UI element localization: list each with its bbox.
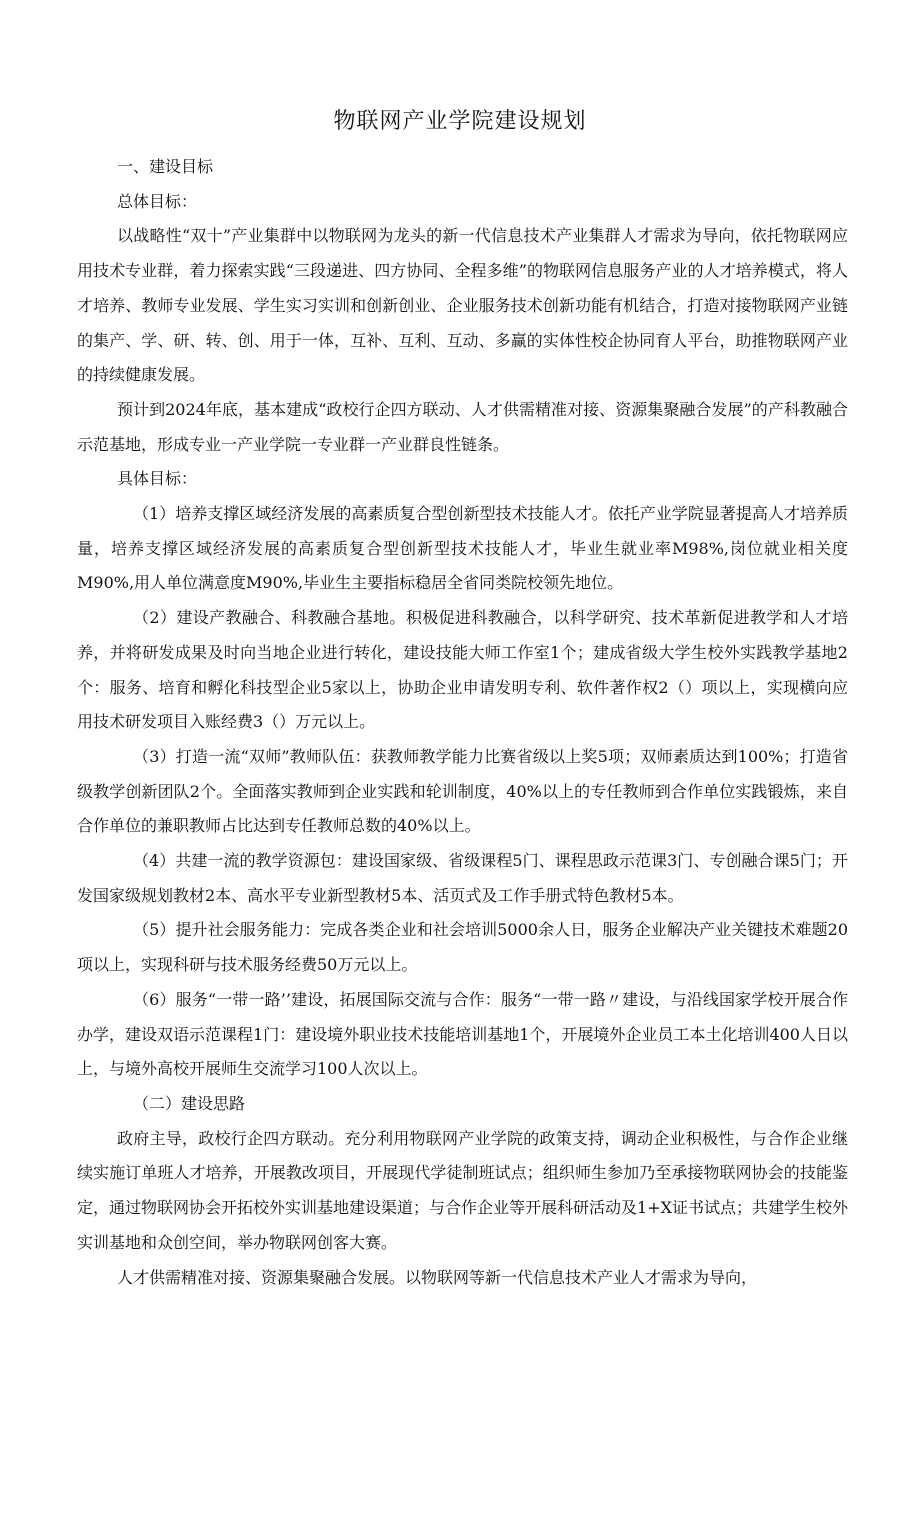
specific-goal-heading: 具体目标： [117,469,198,489]
document-body [77,150,848,1295]
specific-goal-5: （5）提升社会服务能力：完成各类企业和社会培训5000余人日，服务企业解决产业关键技术难题20项以上，实现科研与技术服务经费50万元以上。 [77,920,848,975]
specific-goal-4: （4）共建一流的教学资源包：建设国家级、省级课程5门、课程思政示范课3门、专创融合课5门；开发国家级规划教材2本、高水平专业新型教材5本、活页式及工作手册式特色教材5本。 [77,851,848,905]
section-heading-ideas: （二）建设思路 [133,1093,246,1113]
idea-paragraph-2: 人才供需精准对接、资源集聚融合发展。以物联网等新一代信息技术产业人才需求为导向， [117,1267,758,1287]
specific-goal-2: （2）建设产教融合、科教融合基地。积极促进科教融合，以科学研究、技术革新促进教学和人才培养，并将研发成果及时向当地企业进行转化，建设技能大师工作室1个；建成省级大学生校外实践教学基地2个：服务、培育和孵化科技型企业5家以上，协助企业申请发明专利、软件著作权2（）项以上，实现横向应用技术研发项目入账经费3（）万元以上。 [77,608,848,732]
overall-goal-heading: 总体目标： [117,191,198,211]
specific-goal-1: （1）培养支撑区域经济发展的高素质复合型创新型技术技能人才。依托产业学院显著提高人才培养质量，培养支撑区域经济发展的高素质复合型创新型技术技能人才，毕业生就业率M98%,岗位就业相关度M90%,用人单位满意度M90%,毕业生主要指标稳居全省同类院校领先地位。 [77,504,848,593]
idea-paragraph-1: 政府主导，政校行企四方联动。充分利用物联网产业学院的政策支持，调动企业积极性，与合作企业继续实施订单班人才培养，开展教改项目，开展现代学徒制班试点；组织师生参加乃至承接物联网协会的技能鉴定，通过物联网协会开拓校外实训基地建设渠道；与合作企业等开展科研活动及1+X证书试点；共建学生校外实训基地和众创空间，举办物联网创客大赛。 [77,1128,848,1252]
section-heading-goals: 一、建设目标 [117,157,214,176]
overall-goal-paragraph-1: 以战略性“双十”产业集群中以物联网为龙头的新一代信息技术产业集群人才需求为导向，依托物联网应用技术专业群，着力探索实践“三段递进、四方协同、全程多维”的物联网信息服务产业的人才培养模式，将人才培养、教师专业发展、学生实习实训和创新创业、企业服务技术创新功能有机结合，打造对接物联网产业链的集产、学、研、转、创、用于一体，互补、互利、互动、多赢的实体性校企协同育人平台，助推物联网产业的持续健康发展。 [77,226,848,385]
page-title: 物联网产业学院建设规划 [333,109,587,134]
specific-goal-3: （3）打造一流“双师”教师队伍：获教师教学能力比赛省级以上奖5项；双师素质达到100%；打造省级教学创新团队2个。全面落实教师到企业实践和轮训制度，40%以上的专任教师到合作单位实践锻炼，来自合作单位的兼职教师占比达到专任教师总数的40%以上。 [77,746,848,836]
overall-goal-paragraph-2: 预计到2024年底，基本建成“政校行企四方联动、人才供需精准对接、资源集聚融合发展”的产科教融合示范基地，形成专业一产业学院一专业群一产业群良性链条。 [77,399,848,454]
specific-goal-6: （6）服务“一带一路’’建设，拓展国际交流与合作：服务“一带一路〃建设，与沿线国家学校开展合作办学，建设双语示范课程1门：建设境外职业技术技能培训基地1个，开展境外企业员工本土化培训400人日以上，与境外高校开展师生交流学习100人次以上。 [77,989,848,1079]
